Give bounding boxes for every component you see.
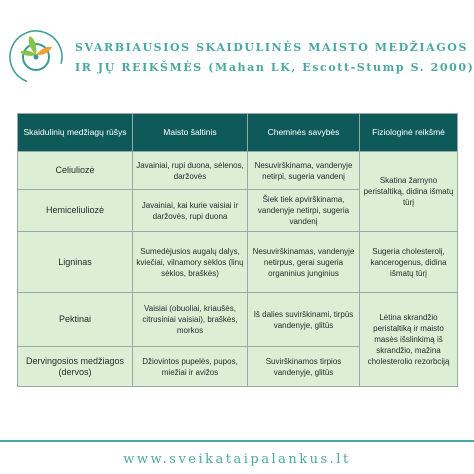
page-title [75, 38, 474, 78]
fiber-table-container [17, 113, 457, 387]
table-row [18, 232, 458, 293]
cell-chemical-properties: Iš dalies suvirškinami, tirpūs vandenyje, glitūs [248, 293, 360, 347]
cell-chemical-properties: Nesuvirškinamas, vandenyje netirpus, gerai sugeria organinius junginius [248, 232, 360, 293]
cell-food-source: Džiovintos pupelės, pupos, miežiai ir avižos [133, 347, 248, 387]
header-food-source: Maisto šaltinis [133, 114, 248, 152]
cell-fiber-type: Dervingosios medžiagos (dervos) [18, 347, 133, 387]
header-physiological-significance: Fiziologinė reikšmė [360, 114, 458, 152]
cell-chemical-properties: Nesuvirškinama, vandenyje netirpi, sugeria vandenį [248, 152, 360, 190]
cell-chemical-properties: Šiek tiek apvirškinama, vandenyje netirpi, sugeria vandenį [248, 190, 360, 232]
header-chemical-properties: Cheminės savybės [248, 114, 360, 152]
cell-food-source: Javainiai, kai kurie vaisiai ir daržovės, rupi duona [133, 190, 248, 232]
cell-fiber-type: Ligninas [18, 232, 133, 293]
site-logo [5, 26, 67, 88]
cell-physiological-significance: Skatina žarnyno peristaltiką, didina išmatų tūrį [360, 152, 458, 232]
table-row [18, 293, 458, 347]
cell-physiological-significance: Sugeria cholesterolį, kancerogenus, didina išmatų tūrį [360, 232, 458, 293]
cell-chemical-properties: Suvirškinamos tirpios vandenyje, glitūs [248, 347, 360, 387]
cell-physiological-significance: Lėtina skrandžio peristaltiką ir maisto masės išslinkimą iš skrandžio, mažina cholesterolio rezorbciją [360, 293, 458, 387]
cell-fiber-type: Celiuliozė [18, 152, 133, 190]
plate-with-leaves-logo-icon [5, 26, 67, 88]
cell-food-source: Vaisiai (obuoliai, kriaušės, citrusiniai vaisiai), braškės, morkos [133, 293, 248, 347]
cell-food-source: Sumedėjusios augalų dalys, kviečiai, vilnamory sėklos (linų sėklos, braškės) [133, 232, 248, 293]
cell-fiber-type: Pektinai [18, 293, 133, 347]
footer-divider [0, 440, 474, 442]
cell-food-source: Javainiai, rupi duona, sėlenos, daržovės [133, 152, 248, 190]
header-fiber-type: Skaidulinių medžiagų rūšys [18, 114, 133, 152]
cell-fiber-type: Hemiceliuliozė [18, 190, 133, 232]
table-row [18, 152, 458, 190]
table-header-row [18, 114, 458, 152]
title-line-2: IR JŲ REIKŠMĖS (Mahan LK, Escott-Stump S. 2000) [75, 61, 474, 74]
title-line-1: SVARBIAUSIOS SKAIDULINĖS MAISTO MEDŽIAGOS [75, 41, 469, 54]
footer-url[interactable]: www.sveikataipalankus.lt [123, 452, 351, 467]
fiber-table [17, 113, 458, 387]
